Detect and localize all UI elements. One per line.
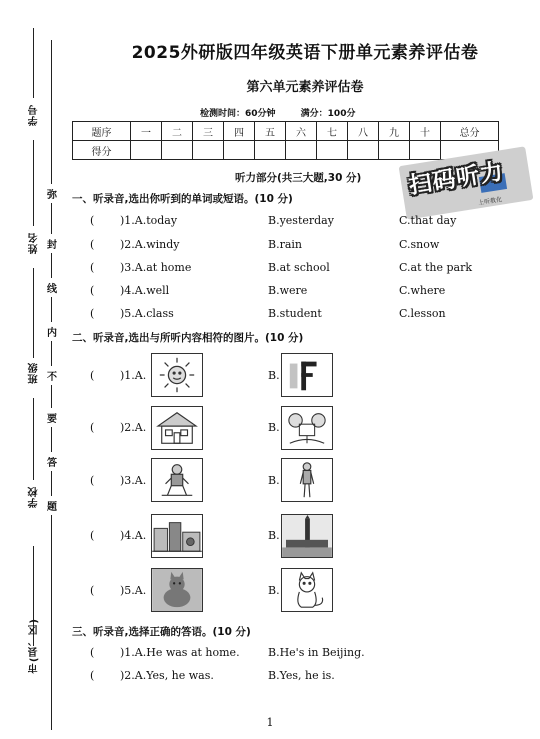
option-b: B.yesterday xyxy=(268,214,334,227)
name-label: 姓名 xyxy=(29,232,40,254)
score-cell[interactable] xyxy=(162,141,193,160)
option-c: C.snow xyxy=(399,238,440,251)
option-c: C.at the park xyxy=(399,261,473,274)
answer-paren[interactable]: ( xyxy=(90,284,95,297)
student-id-label: 学号 xyxy=(29,104,40,126)
seal-char: 要 xyxy=(46,408,58,427)
answer-paren[interactable]: ( xyxy=(90,214,95,227)
page-title: 2025外研版四年级英语下册单元素养评估卷 xyxy=(131,43,479,63)
answer-paren[interactable]: ( xyxy=(90,646,95,659)
score-table-col: 一 xyxy=(131,122,162,141)
option-a: )1.A. xyxy=(120,369,147,382)
score-cell[interactable] xyxy=(348,141,379,160)
seal-char: 题 xyxy=(46,496,58,515)
answer-paren[interactable]: ( xyxy=(90,669,95,682)
exam-info xyxy=(200,106,377,119)
score-table-header-row xyxy=(73,122,499,141)
option-b: B.at school xyxy=(268,261,330,274)
option-b: B.student xyxy=(268,307,322,320)
stamp-small-text: 上听教化 xyxy=(477,196,503,207)
option-a: )1.A.today xyxy=(120,214,178,227)
answer-paren[interactable]: ( xyxy=(90,261,95,274)
seal-char: 线 xyxy=(46,278,58,297)
score-table-col: 十 xyxy=(410,122,441,141)
cat-drawing-icon[interactable] xyxy=(281,568,333,612)
score-cell[interactable] xyxy=(224,141,255,160)
exam-full-score: 满分：100分 xyxy=(300,109,356,119)
name-line[interactable] xyxy=(33,140,34,226)
score-cell[interactable] xyxy=(131,141,162,160)
seal-char: 内 xyxy=(46,322,58,341)
score-table-col: 七 xyxy=(317,122,348,141)
score-table-row-label: 题序 xyxy=(73,122,131,141)
playground-icon[interactable] xyxy=(281,406,333,450)
score-cell[interactable] xyxy=(410,141,441,160)
answer-paren[interactable]: ( xyxy=(90,474,95,487)
score-cell[interactable] xyxy=(317,141,348,160)
score-cell[interactable] xyxy=(286,141,317,160)
standing-man-icon[interactable] xyxy=(281,458,333,502)
option-b: B. xyxy=(268,369,280,382)
score-cell[interactable] xyxy=(379,141,410,160)
option-a: )2.A. xyxy=(120,421,147,434)
option-a: )1.A.He was at home. xyxy=(120,646,240,659)
score-table-col: 三 xyxy=(193,122,224,141)
option-c: C.that day xyxy=(399,214,457,227)
school-label: 学校 xyxy=(29,486,40,508)
seal-char: 封 xyxy=(46,234,58,253)
score-cell[interactable] xyxy=(255,141,286,160)
letter-f-icon[interactable] xyxy=(281,353,333,397)
score-table-total-label: 总分 xyxy=(441,122,499,141)
option-a: )2.A.windy xyxy=(120,238,180,251)
sun-icon[interactable] xyxy=(151,353,203,397)
answer-paren[interactable]: ( xyxy=(90,421,95,434)
option-b: B. xyxy=(268,474,280,487)
page-number: 1 xyxy=(266,716,274,729)
answer-paren[interactable]: ( xyxy=(90,529,95,542)
option-b: B.rain xyxy=(268,238,302,251)
option-b: B. xyxy=(268,421,280,434)
option-a: )4.A. xyxy=(120,529,147,542)
option-b: B. xyxy=(268,529,280,542)
exam-time: 检测时间：60分钟 xyxy=(200,109,276,119)
score-table-col: 五 xyxy=(255,122,286,141)
class-label: 班级 xyxy=(29,362,40,384)
street-scene-icon[interactable] xyxy=(151,514,203,558)
binding-strip xyxy=(0,0,62,739)
house-icon[interactable] xyxy=(151,406,203,450)
option-b: B.He's in Beijing. xyxy=(268,646,365,659)
option-a: )2.A.Yes, he was. xyxy=(120,669,214,682)
page-subtitle: 第六单元素养评估卷 xyxy=(246,80,364,95)
listening-part-title: 听力部分(共三大题,30 分) xyxy=(235,172,362,184)
option-a: )4.A.well xyxy=(120,284,170,297)
option-c: C.lesson xyxy=(399,307,446,320)
section2-title: 二、听录音,选出与所听内容相符的图片。(10 分) xyxy=(72,332,304,344)
option-a: )5.A.class xyxy=(120,307,174,320)
score-table-row-label: 得分 xyxy=(73,141,131,160)
answer-paren[interactable]: ( xyxy=(90,238,95,251)
score-table-col: 八 xyxy=(348,122,379,141)
score-table-col: 六 xyxy=(286,122,317,141)
option-b: B.Yes, he is. xyxy=(268,669,335,682)
city-label: 市(县、区) xyxy=(29,618,40,674)
seal-char: 答 xyxy=(46,452,58,471)
option-a: )5.A. xyxy=(120,584,147,597)
cat-photo-icon[interactable] xyxy=(151,568,203,612)
option-b: B. xyxy=(268,584,280,597)
answer-paren[interactable]: ( xyxy=(90,369,95,382)
answer-paren[interactable]: ( xyxy=(90,307,95,320)
score-table xyxy=(72,121,499,160)
score-table-col: 四 xyxy=(224,122,255,141)
seal-char: 不 xyxy=(46,366,58,385)
scan-listening-stamp[interactable]: 扫码听力 xyxy=(406,158,506,200)
option-a: )3.A.at home xyxy=(120,261,192,274)
score-table-col: 九 xyxy=(379,122,410,141)
score-cell[interactable] xyxy=(193,141,224,160)
section3-title: 三、听录音,选择正确的答语。(10 分) xyxy=(72,626,251,638)
sitting-boy-icon[interactable] xyxy=(151,458,203,502)
option-b: B.were xyxy=(268,284,308,297)
score-table-score-row xyxy=(73,141,499,160)
class-line[interactable] xyxy=(33,268,34,358)
school-line[interactable] xyxy=(33,398,34,480)
section1-title: 一、听录音,选出你听到的单词或短语。(10 分) xyxy=(72,193,293,205)
option-a: )3.A. xyxy=(120,474,147,487)
option-c: C.where xyxy=(399,284,446,297)
seal-char: 弥 xyxy=(46,184,58,203)
student-id-line[interactable] xyxy=(33,28,34,98)
big-ben-icon[interactable] xyxy=(281,514,333,558)
score-table-col: 二 xyxy=(162,122,193,141)
answer-paren[interactable]: ( xyxy=(90,584,95,597)
seal-line xyxy=(51,40,52,730)
